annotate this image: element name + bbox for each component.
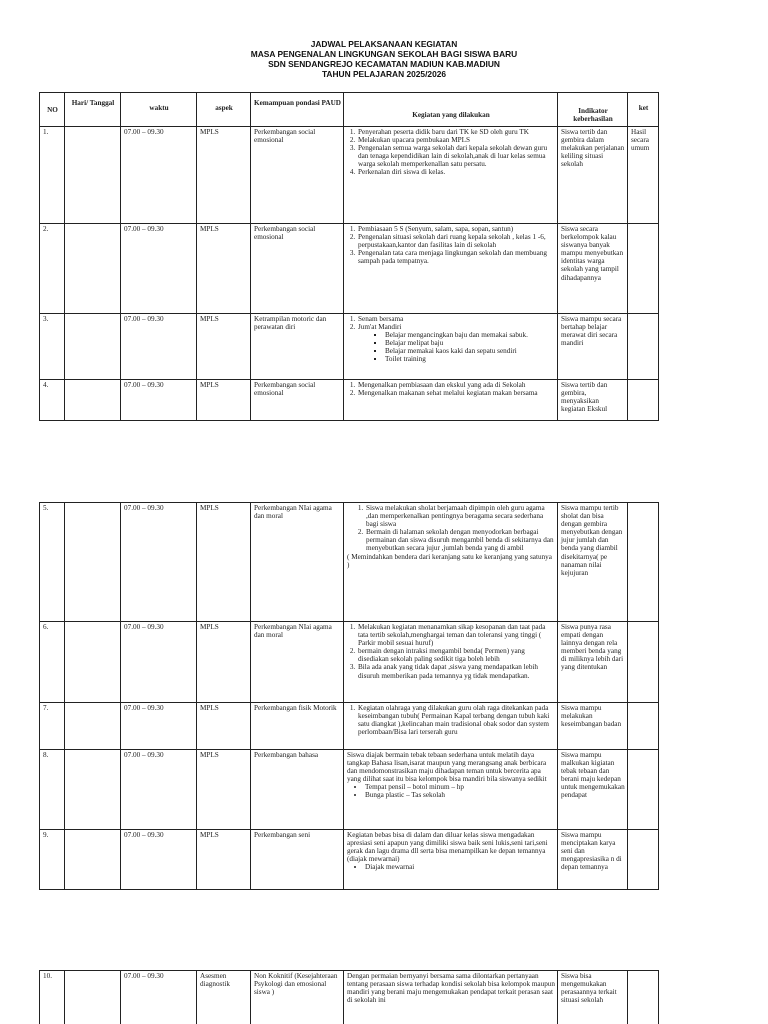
kegiatan-item: 3. Pengenalan tata cara menjaga lingkungan sekolah dan membuang sampah pada tempatnya. bbox=[357, 249, 555, 265]
cell-kegiatan bbox=[344, 622, 558, 703]
cell-waktu: 07.00 – 09.30 bbox=[121, 830, 197, 890]
cell-kemampuan: Perkembangan NIai agama dan moral bbox=[251, 503, 344, 622]
kegiatan-bullet: • Tempat pensil – botol minum – hp bbox=[365, 783, 555, 791]
kegiatan-item: 1. Mengenalkan pembiasaan dan ekskul yang ada di Sekolah bbox=[357, 381, 555, 389]
cell-hari bbox=[65, 750, 121, 830]
cell-indikator: Siswa mampu secara bertahap belajar merawat diri secara mandiri bbox=[558, 314, 628, 380]
cell-no: 6. bbox=[40, 622, 65, 703]
cell-kemampuan: Perkembangan NIai agama dan moral bbox=[251, 622, 344, 703]
cell-ket: Hasil secara umum bbox=[628, 127, 659, 224]
cell-waktu: 07.00 – 09.30 bbox=[121, 380, 197, 421]
cell-hari bbox=[65, 703, 121, 750]
kegiatan-list bbox=[347, 704, 555, 736]
cell-ket bbox=[628, 971, 659, 1024]
kegiatan-item: 2. Jum'at Mandiri bbox=[357, 323, 555, 331]
cell-aspek: MPLS bbox=[197, 380, 251, 421]
cell-no: 9. bbox=[40, 830, 65, 890]
cell-waktu: 07.00 – 09.30 bbox=[121, 503, 197, 622]
kegiatan-sublist bbox=[347, 331, 555, 363]
kegiatan-list bbox=[347, 128, 555, 177]
table-row bbox=[40, 380, 659, 421]
kegiatan-item: 2. Melakukan upacara pembukaan MPLS bbox=[357, 136, 555, 144]
header-title: JADWAL PELAKSANAAN KEGIATAN bbox=[310, 39, 458, 49]
kegiatan-item: 2. bermain dengan intraksi mengambil benda( Permen) yang disediakan sekolah paling sedikit tiga boleh lebih bbox=[357, 647, 555, 663]
cell-waktu: 07.00 – 09.30 bbox=[121, 314, 197, 380]
kegiatan-list bbox=[347, 315, 555, 331]
cell-kegiatan bbox=[344, 314, 558, 380]
cell-no: 1. bbox=[40, 127, 65, 224]
kegiatan-item: 1. Pembiasaan 5 S (Senyum, salam, sapa, sopan, santun) bbox=[357, 225, 555, 233]
cell-hari bbox=[65, 503, 121, 622]
cell-waktu: 07.00 – 09.30 bbox=[121, 750, 197, 830]
cell-no: 10. bbox=[40, 971, 65, 1024]
cell-aspek: MPLS bbox=[197, 622, 251, 703]
cell-no: 7. bbox=[40, 703, 65, 750]
cell-waktu: 07.00 – 09.30 bbox=[121, 127, 197, 224]
column-header-kegiatan: Kegiatan yang dilakukan bbox=[344, 93, 558, 127]
cell-ket bbox=[628, 503, 659, 622]
kegiatan-item: 2. Mengenalkan makanan sehat melalui kegiatan makan bersama bbox=[357, 389, 555, 397]
table-row bbox=[40, 703, 659, 750]
kegiatan-item: 1. Senam bersama bbox=[357, 315, 555, 323]
cell-hari bbox=[65, 314, 121, 380]
cell-waktu: 07.00 – 09.30 bbox=[121, 971, 197, 1024]
kegiatan-subitem: ▪ Toilet training bbox=[385, 355, 555, 363]
schedule-table-part-2 bbox=[39, 502, 659, 890]
cell-kemampuan: Perkembangan social emosional bbox=[251, 380, 344, 421]
cell-no: 4. bbox=[40, 380, 65, 421]
kegiatan-list bbox=[347, 623, 555, 680]
cell-kemampuan: Perkembangan social emosional bbox=[251, 224, 344, 314]
column-header-no: NO bbox=[40, 93, 65, 127]
cell-kegiatan bbox=[344, 830, 558, 890]
kegiatan-subitem: ▪ Belajar memakai kaos kaki dan sepatu sendiri bbox=[385, 347, 555, 355]
cell-ket bbox=[628, 750, 659, 830]
cell-indikator: Siswa tertib dan gembira dalam melakukan perjalanan keliling situasi sekolah bbox=[558, 127, 628, 224]
cell-kemampuan: Perkembangan fisik Motorik bbox=[251, 703, 344, 750]
kegiatan-text: Siswa diajak bermain tebak tebaan sederhana untuk melatih daya tangkap Bahasa lisan,isarat maupun yang merangsang anak berbicara dan mendomonstrasikan maju dihadapan teman untuk bercerita apa yang dilihat saat itu bisa kelompok bisa mandiri bila siswanya sedikit bbox=[347, 751, 547, 784]
cell-ket bbox=[628, 314, 659, 380]
table-row bbox=[40, 971, 659, 1024]
cell-kegiatan bbox=[344, 971, 558, 1024]
cell-kegiatan bbox=[344, 503, 558, 622]
kegiatan-list bbox=[347, 225, 555, 265]
column-header-indikator: Indikator keberhasilan bbox=[558, 93, 628, 127]
cell-indikator: Siswa mampu melakukan keseimbangan badan bbox=[558, 703, 628, 750]
cell-hari bbox=[65, 224, 121, 314]
cell-hari bbox=[65, 380, 121, 421]
cell-kegiatan bbox=[344, 380, 558, 421]
cell-indikator: Siswa punya rasa empati dengan lainnya dengan rela memberi benda yang di miliknya lebih dari yang ditentukan bbox=[558, 622, 628, 703]
kegiatan-bullets bbox=[347, 783, 555, 799]
cell-hari bbox=[65, 622, 121, 703]
kegiatan-item: 4. Perkenalan diri siswa di kelas. bbox=[357, 168, 555, 176]
cell-indikator: Siswa mampu tertib sholat dan bisa dengan gembira menyebutkan dengan jujur jumlah dan benda yang diambil disekitarnya( pe nanaman nilai kejujuran bbox=[558, 503, 628, 622]
kegiatan-text: Dengan permaian bernyanyi bersama sama dilontarkan pertanyaan tentang perasaan siswa terhadap kondisi sekolah bisa kelompok maupun mandiri yang berani maju mengemukakan pendapat terkait perasan saat di sekolah ini bbox=[347, 972, 555, 1005]
kegiatan-item: 1. Kegiatan olahraga yang dilakukan guru olah raga ditekankan pada keseimbangan tubuh( Permainan Kapal terbang dengan tubuh kaki satu diangkat ),kelincahan main tradisional obak sodor dan system perlombaan/Bisa lari terserah guru bbox=[357, 704, 555, 736]
table-row bbox=[40, 314, 659, 380]
cell-aspek: Asesmen diagnostik bbox=[197, 971, 251, 1024]
cell-hari bbox=[65, 971, 121, 1024]
cell-waktu: 07.00 – 09.30 bbox=[121, 224, 197, 314]
table-header-row bbox=[40, 93, 659, 127]
cell-no: 2. bbox=[40, 224, 65, 314]
cell-kemampuan: Ketrampilan motoric dan perawatan diri bbox=[251, 314, 344, 380]
kegiatan-item: 1. Siswa melakukan sholat berjamaah dipimpin oleh guru agama ,dan memperkenalkan pentingnya beragama secara sederhana bagi siswa bbox=[365, 504, 555, 528]
cell-aspek: MPLS bbox=[197, 703, 251, 750]
cell-aspek: MPLS bbox=[197, 750, 251, 830]
cell-aspek: MPLS bbox=[197, 830, 251, 890]
cell-aspek: MPLS bbox=[197, 127, 251, 224]
cell-aspek: MPLS bbox=[197, 224, 251, 314]
cell-indikator: Siswa bisa mengemukakan perasaannya terkait situasi sekolah bbox=[558, 971, 628, 1024]
schedule-table-part-1 bbox=[39, 92, 659, 421]
cell-indikator: Siswa mampu menciptakan karya seni dan mengapresiasika n di depan temannya bbox=[558, 830, 628, 890]
column-header-waktu: waktu bbox=[121, 93, 197, 127]
table-row bbox=[40, 224, 659, 314]
kegiatan-subitem: ▪ Belajar mengancingkan baju dan memakai sabuk. bbox=[385, 331, 555, 339]
cell-kemampuan: Perkembangan bahasa bbox=[251, 750, 344, 830]
cell-indikator: Siswa secara berkelompok kalau siswanya banyak mampu menyebutkan identitas warga sekolah yang tampil dihadapannya bbox=[558, 224, 628, 314]
cell-hari bbox=[65, 127, 121, 224]
cell-no: 3. bbox=[40, 314, 65, 380]
kegiatan-bullet: • Diajak mewarnai bbox=[365, 863, 555, 871]
table-row bbox=[40, 127, 659, 224]
table-row bbox=[40, 503, 659, 622]
kegiatan-item: 3. Bila ada anak yang tidak dapat ,siswa yang mendapatkan lebih disuruh memberikan pada temannya yg tidak mendapatkan. bbox=[357, 663, 555, 679]
cell-kemampuan: Perkembangan seni bbox=[251, 830, 344, 890]
column-header-kemampuan: Kemampuan pondasi PAUD bbox=[251, 93, 344, 127]
document-header bbox=[0, 39, 768, 79]
cell-indikator: Siswa tertib dan gembira, menyaksikan kegiatan Ekskul bbox=[558, 380, 628, 421]
kegiatan-text: Kegiatan bebas bisa di dalam dan diluar kelas siswa mengadakan apresiasi seni apapun yang dimiliki siswa baik seni lukis,seni tari,seni gerak dan lagu drama dll serta bisa menampilkan ke depan temannya (diajak mewarnai) bbox=[347, 831, 548, 864]
kegiatan-list bbox=[347, 381, 555, 397]
table-row bbox=[40, 750, 659, 830]
cell-ket bbox=[628, 830, 659, 890]
cell-kemampuan: Non Koknitif (Kesejahteraan Psykologi dan emosional siswa ) bbox=[251, 971, 344, 1024]
kegiatan-bullets bbox=[347, 863, 555, 871]
cell-waktu: 07.00 – 09.30 bbox=[121, 622, 197, 703]
cell-kegiatan bbox=[344, 750, 558, 830]
cell-ket bbox=[628, 380, 659, 421]
cell-kegiatan bbox=[344, 224, 558, 314]
cell-kemampuan: Perkembangan social emosional bbox=[251, 127, 344, 224]
table-row bbox=[40, 830, 659, 890]
kegiatan-item: 1. Melakukan kegiatan menanamkan sikap kesopanan dan taat pada tata tertib sekolah,menghargai teman dan toleransi yang tinggi ( Parkir mobil sesuai huruf) bbox=[357, 623, 555, 647]
kegiatan-subitem: ▪ Belajar melipat baju bbox=[385, 339, 555, 347]
header-school: SDN SENDANGREJO KECAMATAN MADIUN KAB.MADIUN bbox=[268, 59, 500, 69]
column-header-hari: Hari/ Tanggal bbox=[65, 93, 121, 127]
kegiatan-list bbox=[347, 504, 555, 553]
cell-kegiatan bbox=[344, 703, 558, 750]
kegiatan-item: 2. Bermain di halaman sekolah dengan menyodorkan berbagai permainan dan siswa disuruh mengambil benda di sekitarnya dan menyebutkan secara jujur ,jumlah benda yang di ambil bbox=[365, 528, 555, 552]
kegiatan-item: 1. Penyerahan peserta didik baru dari TK ke SD oleh guru TK bbox=[357, 128, 555, 136]
cell-ket bbox=[628, 224, 659, 314]
cell-ket bbox=[628, 703, 659, 750]
header-year: TAHUN PELAJARAN 2025/2026 bbox=[321, 69, 447, 79]
column-header-ket: ket bbox=[628, 93, 659, 127]
header-subtitle: MASA PENGENALAN LINGKUNGAN SEKOLAH BAGI SISWA BARU bbox=[250, 49, 518, 59]
cell-no: 8. bbox=[40, 750, 65, 830]
kegiatan-item: 3. Pengenalan semua warga sekolah dari kepala sekolah dewan guru dan tenaga kependidikan lain di sekolah,anak di luar kelas semua warga sekolah memperkenallan satu persatu. bbox=[357, 144, 555, 168]
cell-aspek: MPLS bbox=[197, 314, 251, 380]
kegiatan-bullet: • Bunga plastic – Tas sekolah bbox=[365, 791, 555, 799]
cell-indikator: Siswa mampu malkukan kigiatan tebak tebaan dan berani maju kedepan untuk mengemukakan pendapat bbox=[558, 750, 628, 830]
cell-no: 5. bbox=[40, 503, 65, 622]
cell-ket bbox=[628, 622, 659, 703]
schedule-table-part-3 bbox=[39, 970, 659, 1024]
cell-hari bbox=[65, 830, 121, 890]
table-row bbox=[40, 622, 659, 703]
kegiatan-item: 2. Pengenalan situasi sekolah dari ruang kepala sekolah , kelas 1 -6, perpustakaan,kantor dan fasilitas lain di sekolah bbox=[357, 233, 555, 249]
cell-aspek: MPLS bbox=[197, 503, 251, 622]
kegiatan-note: ( Memindahkan bendera dari keranjang satu ke keranjang yang satunya ) bbox=[347, 552, 552, 569]
cell-waktu: 07.00 – 09.30 bbox=[121, 703, 197, 750]
cell-kegiatan bbox=[344, 127, 558, 224]
column-header-aspek: aspek bbox=[197, 93, 251, 127]
